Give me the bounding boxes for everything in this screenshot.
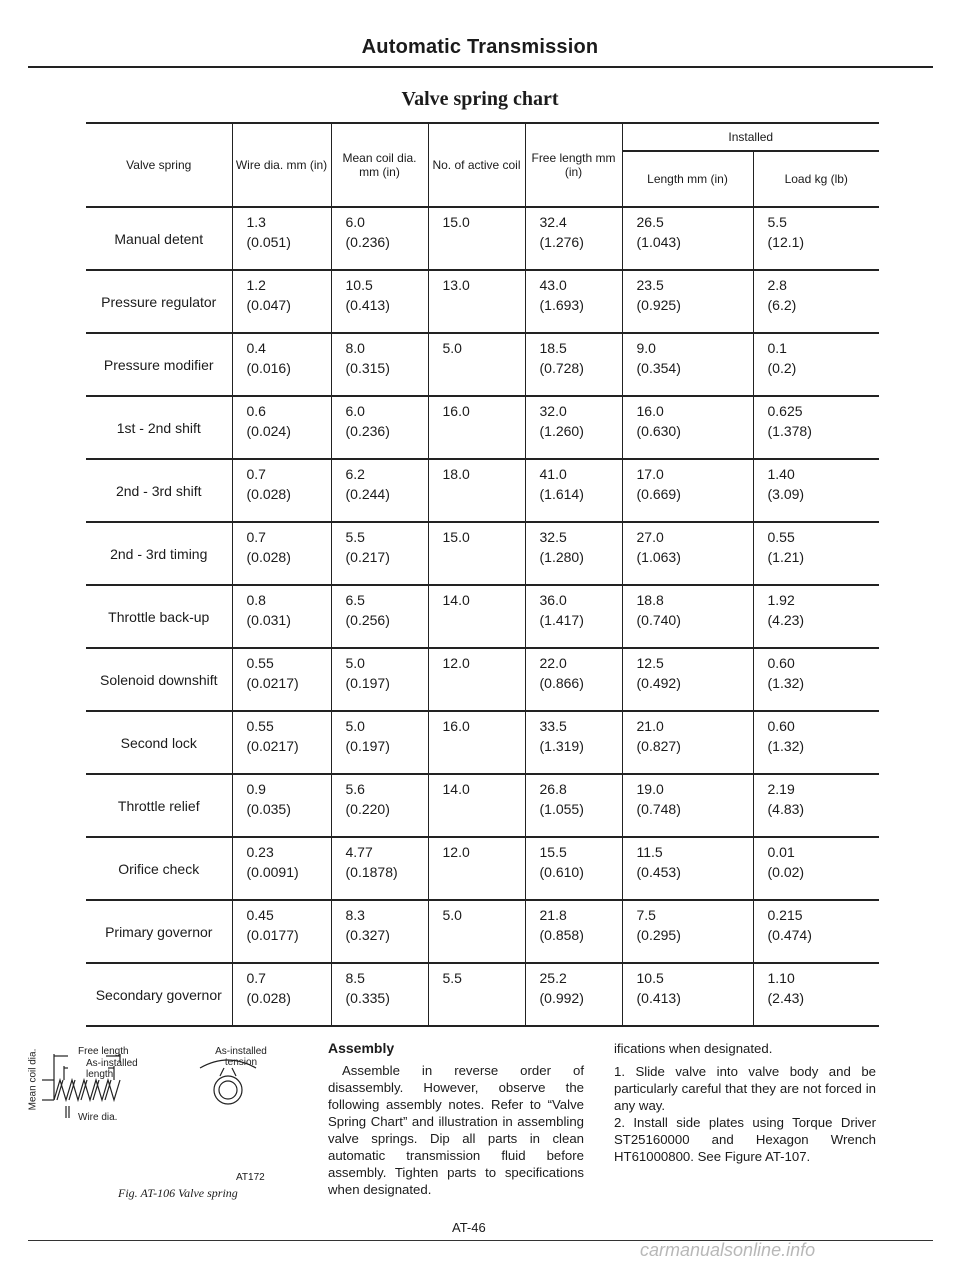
- table-row: [86, 963, 879, 1026]
- cell-installed-length: [622, 522, 753, 585]
- cell-mean-coil-value-imperial: (0.220): [345, 801, 390, 817]
- cell-valve-spring-value: Throttle relief: [117, 797, 200, 814]
- cell-installed-length-value: 9.0: [636, 340, 656, 356]
- cell-valve-spring-value: 2nd - 3rd timing: [110, 545, 208, 562]
- cell-valve-spring: [86, 522, 232, 585]
- cell-installed-load-value-imperial: (4.83): [767, 801, 805, 817]
- cell-wire-dia-value: 0.45: [246, 907, 274, 923]
- cell-free-length: [525, 270, 622, 333]
- cell-wire-dia-value: 0.6: [246, 403, 266, 419]
- cell-valve-spring: [86, 459, 232, 522]
- cell-valve-spring-value: Orifice check: [118, 860, 200, 877]
- cell-valve-spring-value: Pressure modifier: [103, 356, 214, 373]
- cell-installed-length-value: 7.5: [636, 907, 656, 923]
- cell-installed-length-value-imperial: (0.748): [636, 801, 681, 817]
- cell-installed-length-value-imperial: (0.827): [636, 738, 681, 754]
- cell-active-coil-value: 12.0: [442, 844, 470, 860]
- cell-wire-dia-value: 0.55: [246, 655, 274, 671]
- cell-installed-length-value-imperial: (0.630): [636, 423, 681, 439]
- cell-wire-dia: [232, 963, 331, 1026]
- cell-installed-load: [753, 522, 879, 585]
- table-row: [86, 900, 879, 963]
- cell-mean-coil-value-imperial: (0.197): [345, 738, 390, 754]
- cell-free-length: [525, 459, 622, 522]
- cell-installed-load-value-imperial: (1.32): [767, 738, 805, 754]
- cell-installed-load: [753, 774, 879, 837]
- cell-valve-spring-value: Manual detent: [114, 230, 204, 247]
- cell-wire-dia: [232, 711, 331, 774]
- assembly-paragraph: [328, 1062, 584, 1198]
- cell-mean-coil: [331, 333, 428, 396]
- cell-wire-dia: [232, 459, 331, 522]
- cell-valve-spring-value: Solenoid downshift: [99, 671, 218, 688]
- assembly-step-1: 1. Slide valve into valve body and be particularly careful that they are not forced in any way.: [614, 1064, 876, 1113]
- assembly-step-2: 2. Install side plates using Torque Driver ST25160000 and Hexagon Wrench HT61000800. See Figure AT-107.: [614, 1115, 876, 1164]
- cell-wire-dia: [232, 207, 331, 270]
- header-mean-coil: Mean coil dia. mm (in): [331, 123, 428, 207]
- cell-installed-length: [622, 459, 753, 522]
- chart-title: Valve spring chart: [401, 88, 559, 110]
- cell-free-length-value-imperial: (0.992): [539, 990, 584, 1006]
- cell-installed-load-value: 0.60: [767, 718, 795, 734]
- cell-free-length-value: 32.0: [539, 403, 567, 419]
- cell-active-coil: [428, 522, 525, 585]
- cell-free-length-value-imperial: (0.610): [539, 864, 584, 880]
- cell-active-coil-value: 15.0: [442, 214, 470, 230]
- header-installed: Installed: [622, 123, 879, 151]
- cell-installed-load-value-imperial: (4.23): [767, 612, 805, 628]
- cell-installed-length-value-imperial: (0.295): [636, 927, 681, 943]
- cell-wire-dia-value-imperial: (0.035): [246, 801, 291, 817]
- header-valve-spring: Valve spring: [86, 123, 232, 207]
- cell-installed-load: [753, 207, 879, 270]
- cell-wire-dia: [232, 900, 331, 963]
- cell-free-length: [525, 207, 622, 270]
- table-row: [86, 270, 879, 333]
- cell-mean-coil-value: 8.0: [345, 340, 365, 356]
- cell-wire-dia-value: 0.7: [246, 529, 266, 545]
- cell-active-coil-value: 12.0: [442, 655, 470, 671]
- cell-valve-spring-value: Second lock: [120, 734, 197, 751]
- cell-mean-coil-value: 10.5: [345, 277, 373, 293]
- cell-active-coil: [428, 711, 525, 774]
- cell-active-coil: [428, 396, 525, 459]
- table-row: [86, 711, 879, 774]
- table-row: [86, 585, 879, 648]
- cell-free-length: [525, 522, 622, 585]
- cell-wire-dia-value-imperial: (0.0217): [246, 738, 299, 754]
- cell-installed-load: [753, 585, 879, 648]
- cell-mean-coil: [331, 774, 428, 837]
- cell-installed-load: [753, 648, 879, 711]
- cell-wire-dia: [232, 648, 331, 711]
- cell-wire-dia-value: 0.4: [246, 340, 266, 356]
- cell-mean-coil-value-imperial: (0.335): [345, 990, 390, 1006]
- cell-installed-load-value: 0.55: [767, 529, 795, 545]
- cell-installed-length: [622, 270, 753, 333]
- cell-installed-load: [753, 963, 879, 1026]
- cell-free-length: [525, 837, 622, 900]
- cell-valve-spring-value: 1st - 2nd shift: [116, 419, 201, 436]
- cell-mean-coil-value-imperial: (0.327): [345, 927, 390, 943]
- cell-active-coil-value: 18.0: [442, 466, 470, 482]
- cell-installed-length: [622, 774, 753, 837]
- table-row: [86, 459, 879, 522]
- cell-valve-spring: [86, 711, 232, 774]
- cell-mean-coil-value: 8.5: [345, 970, 365, 986]
- cell-installed-length-value-imperial: (0.925): [636, 297, 681, 313]
- cell-mean-coil-value-imperial: (0.1878): [345, 864, 398, 880]
- cell-installed-load-value: 2.19: [767, 781, 795, 797]
- cell-active-coil: [428, 900, 525, 963]
- cell-active-coil-value: 16.0: [442, 718, 470, 734]
- cell-mean-coil: [331, 711, 428, 774]
- cell-free-length-value: 32.4: [539, 214, 567, 230]
- cell-mean-coil-value-imperial: (0.413): [345, 297, 390, 313]
- cell-free-length-value: 33.5: [539, 718, 567, 734]
- cell-mean-coil-value: 6.0: [345, 403, 365, 419]
- cell-installed-length: [622, 396, 753, 459]
- cell-installed-load-value-imperial: (0.474): [767, 927, 812, 943]
- header-active-coil: No. of active coil: [428, 123, 525, 207]
- cell-installed-length-value: 11.5: [636, 844, 663, 860]
- cell-installed-load-value-imperial: (3.09): [767, 486, 805, 502]
- cell-mean-coil: [331, 459, 428, 522]
- cell-wire-dia-value: 0.9: [246, 781, 266, 797]
- cell-wire-dia: [232, 774, 331, 837]
- watermark: carmanualsonline.info: [640, 1240, 816, 1260]
- cell-installed-load-value: 1.40: [767, 466, 795, 482]
- cell-installed-length-value: 10.5: [636, 970, 664, 986]
- fig-wire-dia-label: Wire dia.: [78, 1112, 118, 1123]
- cell-mean-coil-value: 5.6: [345, 781, 365, 797]
- cell-installed-length-value: 12.5: [636, 655, 664, 671]
- cell-installed-load-value: 1.10: [767, 970, 795, 986]
- cell-mean-coil: [331, 900, 428, 963]
- cell-installed-length-value: 17.0: [636, 466, 664, 482]
- cell-installed-load-value-imperial: (1.32): [767, 675, 805, 691]
- cell-valve-spring-value: Throttle back-up: [108, 608, 210, 625]
- cell-wire-dia-value: 1.2: [246, 277, 266, 293]
- cell-installed-load-value: 0.625: [767, 403, 803, 419]
- cell-installed-load-value: 0.60: [767, 655, 795, 671]
- table-row: [86, 837, 879, 900]
- fig-mean-coil-dia-label: Mean coil dia.: [27, 1048, 39, 1111]
- cell-mean-coil-value-imperial: (0.236): [345, 423, 390, 439]
- cell-installed-load: [753, 333, 879, 396]
- cell-wire-dia-value-imperial: (0.028): [246, 486, 291, 502]
- cell-wire-dia-value: 1.3: [246, 214, 266, 230]
- figure-caption: Fig. AT-106 Valve spring: [118, 1186, 238, 1200]
- cell-mean-coil-value: 6.0: [345, 214, 365, 230]
- valve-spring-table: [86, 122, 879, 1027]
- cell-active-coil-value: 5.0: [442, 340, 462, 356]
- cell-free-length: [525, 963, 622, 1026]
- cell-wire-dia-value: 0.23: [246, 844, 274, 860]
- cell-installed-load-value: 1.92: [767, 592, 795, 608]
- cell-wire-dia-value-imperial: (0.024): [246, 423, 291, 439]
- cell-free-length-value: 41.0: [539, 466, 567, 482]
- cell-valve-spring-value: Secondary governor: [95, 986, 222, 1003]
- cell-mean-coil-value-imperial: (0.244): [345, 486, 390, 502]
- cell-valve-spring: [86, 774, 232, 837]
- cell-wire-dia-value-imperial: (0.028): [246, 990, 291, 1006]
- cell-installed-load: [753, 459, 879, 522]
- table-row: [86, 648, 879, 711]
- cell-mean-coil-value-imperial: (0.197): [345, 675, 390, 691]
- cell-installed-load-value: 0.1: [767, 340, 787, 356]
- cell-mean-coil-value: 6.2: [345, 466, 365, 482]
- cell-free-length-value: 18.5: [539, 340, 567, 356]
- cell-mean-coil: [331, 396, 428, 459]
- cell-installed-load: [753, 711, 879, 774]
- cell-installed-load: [753, 900, 879, 963]
- cell-active-coil-value: 16.0: [442, 403, 470, 419]
- cell-valve-spring-value: Primary governor: [105, 923, 213, 940]
- fig-code: AT172: [236, 1172, 265, 1183]
- cell-installed-length: [622, 207, 753, 270]
- cell-installed-length-value-imperial: (1.063): [636, 549, 681, 565]
- cell-active-coil: [428, 648, 525, 711]
- cell-free-length: [525, 774, 622, 837]
- cell-wire-dia-value: 0.7: [246, 466, 266, 482]
- table-row: [86, 207, 879, 270]
- cell-mean-coil-value: 5.0: [345, 718, 365, 734]
- cell-valve-spring: [86, 963, 232, 1026]
- cell-free-length-value: 43.0: [539, 277, 567, 293]
- cell-active-coil-value: 14.0: [442, 781, 470, 797]
- cell-installed-load: [753, 270, 879, 333]
- cell-installed-length: [622, 837, 753, 900]
- cell-active-coil-value: 5.5: [442, 970, 462, 986]
- cell-mean-coil-value: 5.0: [345, 655, 365, 671]
- cell-free-length-value: 22.0: [539, 655, 567, 671]
- fig-as-installed-length-label: As-installed length: [86, 1058, 138, 1080]
- cell-valve-spring: [86, 837, 232, 900]
- cell-active-coil: [428, 774, 525, 837]
- cell-installed-length-value-imperial: (0.354): [636, 360, 681, 376]
- cell-installed-length-value-imperial: (0.492): [636, 675, 681, 691]
- cell-free-length-value-imperial: (1.055): [539, 801, 584, 817]
- cell-installed-length-value-imperial: (1.043): [636, 234, 681, 250]
- cell-installed-load-value: 5.5: [767, 214, 787, 230]
- cell-valve-spring: [86, 585, 232, 648]
- cell-valve-spring: [86, 270, 232, 333]
- table-row: [86, 774, 879, 837]
- cell-installed-length: [622, 648, 753, 711]
- cell-free-length: [525, 648, 622, 711]
- cell-wire-dia-value-imperial: (0.051): [246, 234, 291, 250]
- cell-wire-dia-value: 0.55: [246, 718, 274, 734]
- assembly-step-lead: ifications when designated.: [614, 1041, 773, 1056]
- cell-valve-spring: [86, 207, 232, 270]
- assembly-steps: [614, 1040, 876, 1165]
- cell-valve-spring: [86, 648, 232, 711]
- cell-free-length-value-imperial: (0.866): [539, 675, 584, 691]
- header-wire-dia: Wire dia. mm (in): [232, 123, 331, 207]
- cell-wire-dia-value-imperial: (0.016): [246, 360, 291, 376]
- cell-installed-load: [753, 396, 879, 459]
- cell-installed-load-value-imperial: (6.2): [767, 297, 797, 313]
- cell-free-length-value: 21.8: [539, 907, 567, 923]
- table-row: [86, 396, 879, 459]
- cell-active-coil: [428, 837, 525, 900]
- header-free-length: Free length mm (in): [525, 123, 622, 207]
- cell-free-length: [525, 585, 622, 648]
- fig-as-installed-tension-label: As-installed tension: [215, 1046, 267, 1068]
- cell-free-length: [525, 333, 622, 396]
- cell-mean-coil-value-imperial: (0.236): [345, 234, 390, 250]
- cell-active-coil: [428, 585, 525, 648]
- cell-free-length-value-imperial: (1.417): [539, 612, 584, 628]
- cell-installed-length: [622, 900, 753, 963]
- cell-active-coil: [428, 207, 525, 270]
- cell-mean-coil: [331, 585, 428, 648]
- page-header-title: Automatic Transmission: [361, 36, 599, 58]
- cell-mean-coil: [331, 837, 428, 900]
- cell-free-length-value-imperial: (0.858): [539, 927, 584, 943]
- cell-wire-dia-value-imperial: (0.028): [246, 549, 291, 565]
- cell-free-length: [525, 900, 622, 963]
- cell-free-length-value: 36.0: [539, 592, 567, 608]
- cell-mean-coil-value: 6.5: [345, 592, 365, 608]
- cell-mean-coil-value: 5.5: [345, 529, 365, 545]
- cell-installed-load-value: 0.215: [767, 907, 803, 923]
- fig-free-length-label: Free length: [78, 1046, 129, 1057]
- cell-mean-coil-value-imperial: (0.217): [345, 549, 390, 565]
- valve-spring-figure: [27, 1032, 300, 1212]
- cell-free-length-value: 32.5: [539, 529, 567, 545]
- cell-mean-coil: [331, 522, 428, 585]
- cell-installed-length: [622, 711, 753, 774]
- cell-mean-coil: [331, 207, 428, 270]
- cell-installed-length-value: 16.0: [636, 403, 664, 419]
- cell-wire-dia-value: 0.7: [246, 970, 266, 986]
- cell-valve-spring-value: Pressure regulator: [101, 293, 217, 310]
- header-load: Load kg (lb): [753, 151, 879, 207]
- page-number: AT-46: [452, 1220, 486, 1235]
- cell-wire-dia-value-imperial: (0.031): [246, 612, 291, 628]
- cell-installed-length-value-imperial: (0.453): [636, 864, 681, 880]
- cell-mean-coil-value: 8.3: [345, 907, 365, 923]
- cell-installed-load-value: 0.01: [767, 844, 795, 860]
- cell-active-coil-value: 13.0: [442, 277, 470, 293]
- cell-valve-spring: [86, 333, 232, 396]
- cell-installed-load-value-imperial: (12.1): [767, 234, 805, 250]
- cell-installed-load: [753, 837, 879, 900]
- cell-free-length-value-imperial: (1.276): [539, 234, 584, 250]
- cell-free-length-value-imperial: (1.260): [539, 423, 584, 439]
- cell-installed-length: [622, 585, 753, 648]
- cell-free-length-value: 26.8: [539, 781, 567, 797]
- cell-installed-length-value: 18.8: [636, 592, 664, 608]
- cell-installed-load-value-imperial: (0.02): [767, 864, 805, 880]
- cell-mean-coil-value-imperial: (0.315): [345, 360, 390, 376]
- cell-free-length-value-imperial: (0.728): [539, 360, 584, 376]
- cell-installed-length-value-imperial: (0.740): [636, 612, 681, 628]
- cell-installed-length-value-imperial: (0.669): [636, 486, 681, 502]
- cell-installed-length: [622, 333, 753, 396]
- cell-free-length-value-imperial: (1.280): [539, 549, 584, 565]
- cell-mean-coil: [331, 963, 428, 1026]
- cell-installed-length-value: 27.0: [636, 529, 664, 545]
- cell-mean-coil: [331, 648, 428, 711]
- cell-free-length-value: 25.2: [539, 970, 567, 986]
- cell-wire-dia: [232, 837, 331, 900]
- cell-installed-load-value-imperial: (1.378): [767, 423, 812, 439]
- cell-installed-load-value-imperial: (2.43): [767, 990, 805, 1006]
- cell-installed-load-value-imperial: (0.2): [767, 360, 797, 376]
- cell-free-length: [525, 711, 622, 774]
- cell-active-coil: [428, 963, 525, 1026]
- cell-active-coil-value: 5.0: [442, 907, 462, 923]
- cell-wire-dia-value: 0.8: [246, 592, 266, 608]
- cell-wire-dia-value-imperial: (0.047): [246, 297, 291, 313]
- cell-installed-length-value: 23.5: [636, 277, 664, 293]
- cell-free-length-value-imperial: (1.693): [539, 297, 584, 313]
- cell-wire-dia: [232, 585, 331, 648]
- cell-active-coil: [428, 333, 525, 396]
- cell-valve-spring-value: 2nd - 3rd shift: [115, 482, 202, 499]
- cell-installed-length-value-imperial: (0.413): [636, 990, 681, 1006]
- cell-wire-dia: [232, 522, 331, 585]
- cell-valve-spring: [86, 900, 232, 963]
- cell-mean-coil-value-imperial: (0.256): [345, 612, 390, 628]
- table-row: [86, 333, 879, 396]
- cell-free-length-value: 15.5: [539, 844, 567, 860]
- assembly-para-1: Assemble in reverse order of disassembly. However, observe the following assembly notes. Refer to “Valve Spring Chart” and illustration in assembling valve springs. Dip all parts in clean automatic transmission fluid before assembly. Tighten parts to specifications when designated.: [328, 1063, 584, 1197]
- table-row: [86, 522, 879, 585]
- cell-installed-length-value: 26.5: [636, 214, 664, 230]
- cell-active-coil-value: 14.0: [442, 592, 470, 608]
- cell-active-coil-value: 15.0: [442, 529, 470, 545]
- cell-installed-length: [622, 963, 753, 1026]
- cell-free-length-value-imperial: (1.614): [539, 486, 584, 502]
- cell-installed-length-value: 19.0: [636, 781, 664, 797]
- cell-mean-coil: [331, 270, 428, 333]
- cell-installed-length-value: 21.0: [636, 718, 664, 734]
- cell-active-coil: [428, 270, 525, 333]
- cell-wire-dia-value-imperial: (0.0177): [246, 927, 299, 943]
- cell-valve-spring: [86, 396, 232, 459]
- cell-wire-dia-value-imperial: (0.0091): [246, 864, 299, 880]
- cell-installed-load-value: 2.8: [767, 277, 787, 293]
- cell-installed-load-value-imperial: (1.21): [767, 549, 805, 565]
- cell-wire-dia: [232, 396, 331, 459]
- cell-wire-dia: [232, 270, 331, 333]
- cell-active-coil: [428, 459, 525, 522]
- cell-wire-dia: [232, 333, 331, 396]
- header-length: Length mm (in): [622, 151, 753, 207]
- assembly-heading: Assembly: [328, 1040, 395, 1056]
- cell-free-length-value-imperial: (1.319): [539, 738, 584, 754]
- cell-free-length: [525, 396, 622, 459]
- header-rule: [28, 66, 933, 68]
- cell-mean-coil-value: 4.77: [345, 844, 373, 860]
- cell-wire-dia-value-imperial: (0.0217): [246, 675, 299, 691]
